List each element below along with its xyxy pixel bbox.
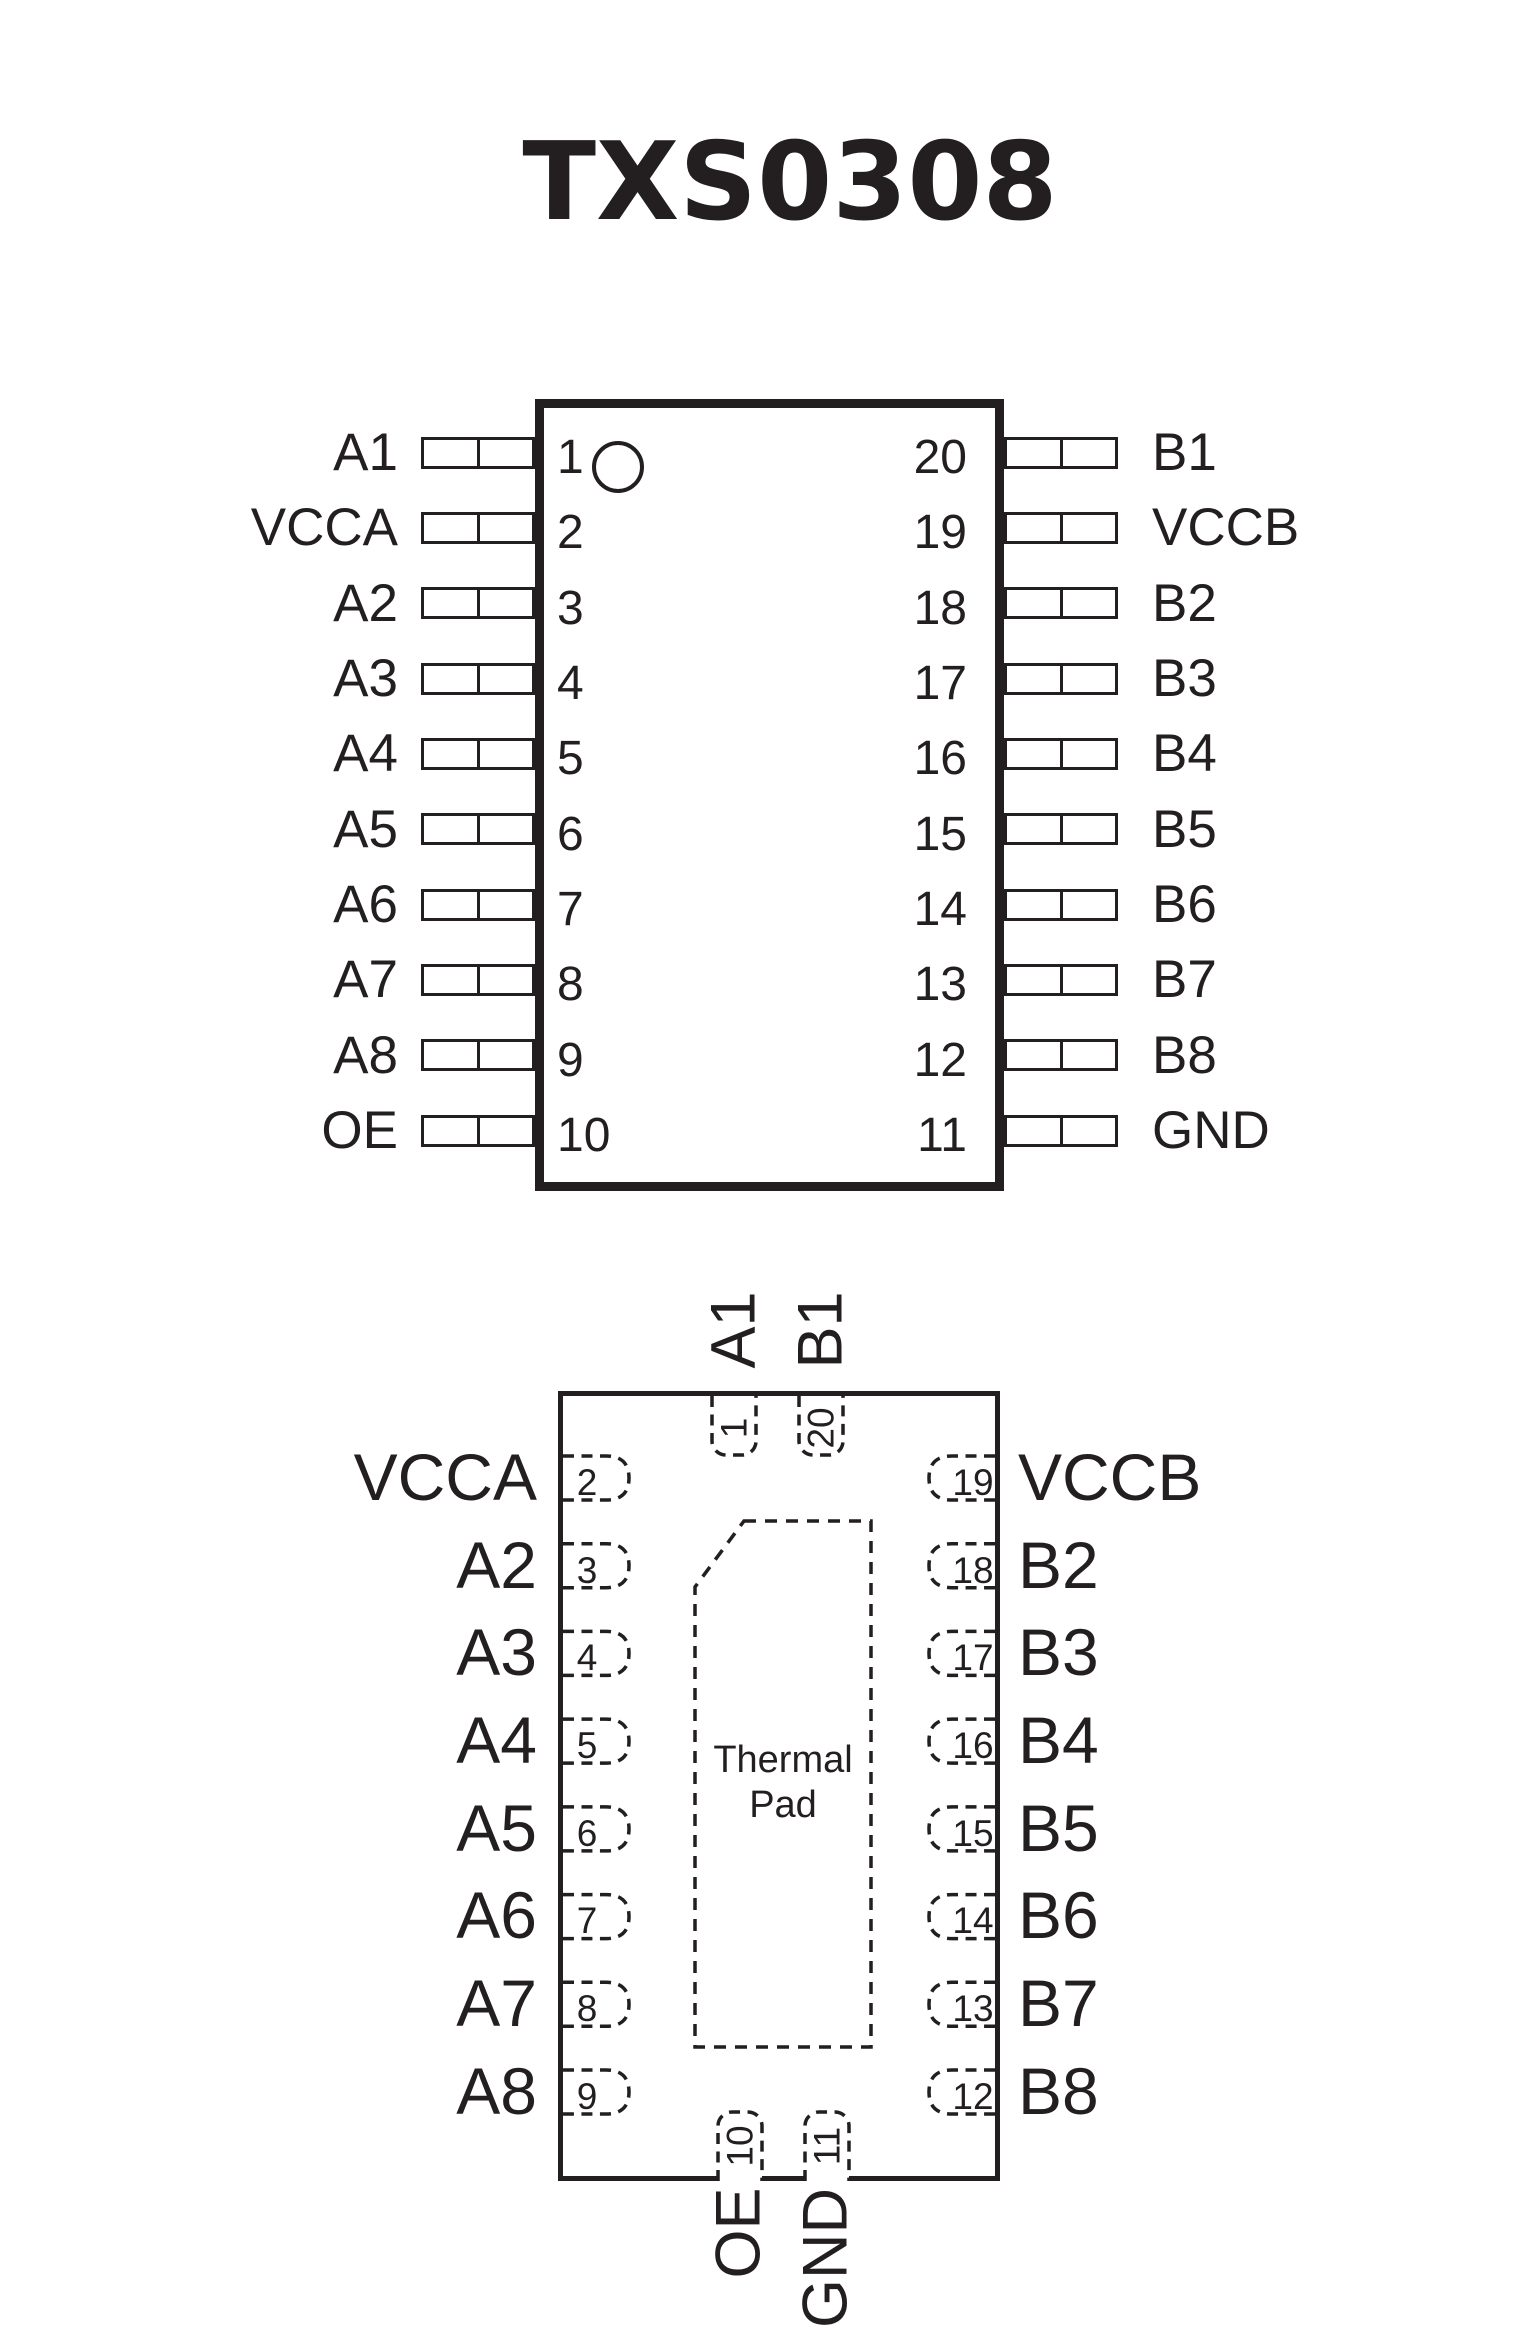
pin-number: 16: [952, 1725, 994, 1767]
pin-label: VCCA: [353, 1440, 537, 1514]
pin-number: 12: [913, 1033, 967, 1087]
pin-row: [0, 867, 1535, 942]
pin-stub: [1004, 437, 1118, 469]
pin-stub: [421, 1115, 535, 1147]
pin-number: 2: [576, 1462, 598, 1503]
pin-label: B7: [1152, 950, 1217, 1010]
pin-label: VCCB: [1018, 1440, 1202, 1514]
pin-number: 3: [576, 1549, 598, 1591]
pin-number: 15: [913, 807, 967, 861]
pin-stub: [421, 1039, 535, 1071]
pin-label: A2: [456, 1527, 537, 1602]
pin-number: 9: [576, 2075, 598, 2117]
pin-stub: [1004, 1039, 1118, 1071]
pin-number: 13: [913, 958, 967, 1012]
pin-number: 14: [913, 883, 967, 937]
pin-label: OE: [321, 1101, 398, 1161]
pin-label: B6: [1152, 875, 1217, 935]
pin-number: 7: [576, 1900, 598, 1942]
pin-label: A2: [333, 573, 398, 633]
pin-number: 18: [913, 581, 967, 635]
pin-stub: [1004, 889, 1118, 921]
pin-stub: [421, 663, 535, 695]
pin-stub: [1004, 964, 1118, 996]
pin-label: B1: [1152, 423, 1217, 482]
pin-label: A7: [456, 1966, 537, 2041]
pin-number: 20: [913, 431, 967, 484]
pin-number: 20: [800, 1407, 842, 1449]
pin-label: A3: [333, 649, 398, 709]
pin-number: 4: [576, 1637, 598, 1679]
bottom-border-gap: [718, 2172, 762, 2181]
pin-row: [0, 1697, 1535, 1785]
pin-row: [0, 641, 1535, 716]
pin-number: 6: [576, 1812, 598, 1854]
pin-number: 11: [917, 1109, 967, 1163]
pin-row: [0, 1872, 1535, 1960]
pin-stub: [421, 889, 535, 921]
pin-label: B2: [1152, 573, 1217, 633]
pin-label: B4: [1018, 1703, 1099, 1778]
pin-number: 7: [557, 883, 584, 937]
pin-label: GND: [1152, 1101, 1270, 1161]
pin-label: A6: [456, 1878, 537, 1953]
pin-label: B4: [1152, 724, 1217, 784]
pin-number: 8: [576, 1988, 598, 2030]
pin-label: GND: [790, 2188, 861, 2328]
pin-stub: [1004, 512, 1118, 544]
pin-stub: [421, 964, 535, 996]
pin-label: A1: [333, 423, 398, 482]
pin-row: [0, 1093, 1535, 1168]
pin-number: 10: [557, 1109, 611, 1163]
pin-label: B8: [1018, 2053, 1099, 2128]
pin-label: A4: [333, 724, 398, 784]
pin-row: [0, 1609, 1535, 1697]
pin-stub: [1004, 1115, 1118, 1147]
pin-row: [0, 942, 1535, 1017]
pin-row: [0, 415, 1535, 490]
pin-label: B6: [1018, 1878, 1099, 1953]
pin-number: 10: [719, 2125, 761, 2167]
pin-row: [0, 792, 1535, 867]
pin-label: A5: [333, 799, 398, 859]
pin-label: VCCB: [1152, 498, 1300, 558]
pin-label: B5: [1018, 1790, 1099, 1865]
pin-label: OE: [703, 2187, 774, 2279]
pin-label: A8: [456, 2053, 537, 2128]
pin-label: A8: [333, 1025, 398, 1085]
pin-stub: [421, 512, 535, 544]
pin-number: 5: [576, 1725, 598, 1767]
pin-row: [0, 1960, 1535, 2048]
qfn-side-rows: [0, 1434, 1535, 2136]
pin-number: 6: [557, 807, 584, 861]
pin-number: 17: [913, 657, 967, 711]
pin-stub: [1004, 587, 1118, 619]
pin-label: B5: [1152, 799, 1217, 859]
dip-pin-rows: [0, 415, 1535, 1168]
pin-label: A4: [456, 1703, 537, 1778]
pin-number: 19: [913, 506, 967, 560]
pin-number: 16: [913, 732, 967, 786]
pin-row: [0, 566, 1535, 641]
pin-number: 19: [952, 1462, 994, 1503]
pin-row: [0, 2048, 1535, 2136]
pin-number: 8: [557, 958, 584, 1012]
pin-row: [0, 1018, 1535, 1093]
pin-label: B7: [1018, 1966, 1099, 2041]
pin-number: 1: [713, 1417, 755, 1439]
pin-stub: [421, 738, 535, 770]
pin-number: 2: [557, 506, 584, 560]
pin-stub: [1004, 813, 1118, 845]
bottom-border-gap: [805, 2172, 849, 2181]
pin-row: [0, 716, 1535, 791]
pin-label: B3: [1152, 649, 1217, 709]
pin-label: A7: [333, 950, 398, 1010]
pin-stub: [421, 587, 535, 619]
pin-number: 4: [557, 657, 584, 711]
pin-label: B3: [1018, 1615, 1099, 1690]
page-title: TXS0308: [522, 120, 1058, 245]
pin-number: 9: [557, 1033, 584, 1087]
pin-row: [0, 490, 1535, 565]
pin-number: 13: [952, 1988, 994, 2030]
pin-label: B2: [1018, 1527, 1099, 1602]
pin-stub: [1004, 738, 1118, 770]
pin-row: [0, 1434, 1535, 1522]
pin-stub: [1004, 663, 1118, 695]
pin-row: [0, 1785, 1535, 1873]
pin-label: A6: [333, 875, 398, 935]
pin-label: B8: [1152, 1025, 1217, 1085]
pin-stub: [421, 437, 535, 469]
pin-number: 11: [806, 2126, 848, 2166]
thermal-pad-label-line1: Thermal: [713, 1739, 853, 1781]
pin-label: A5: [456, 1790, 537, 1865]
pin-stub: [421, 813, 535, 845]
pin-number: 1: [557, 431, 584, 484]
pin-number: 12: [952, 2075, 994, 2117]
pin-row: [0, 1522, 1535, 1610]
thermal-pad-label-line2: Pad: [749, 1784, 817, 1826]
pin-number: 5: [557, 732, 584, 786]
pin-label: A1: [698, 1291, 769, 1369]
pin-number: 15: [952, 1812, 994, 1854]
pin-number: 18: [952, 1549, 994, 1591]
pin-label: B1: [785, 1291, 856, 1369]
pin-number: 17: [952, 1637, 994, 1679]
pin-label: A3: [456, 1615, 537, 1690]
pin-label: VCCA: [250, 498, 398, 558]
pin-number: 3: [557, 581, 584, 635]
pin-number: 14: [952, 1900, 994, 1942]
